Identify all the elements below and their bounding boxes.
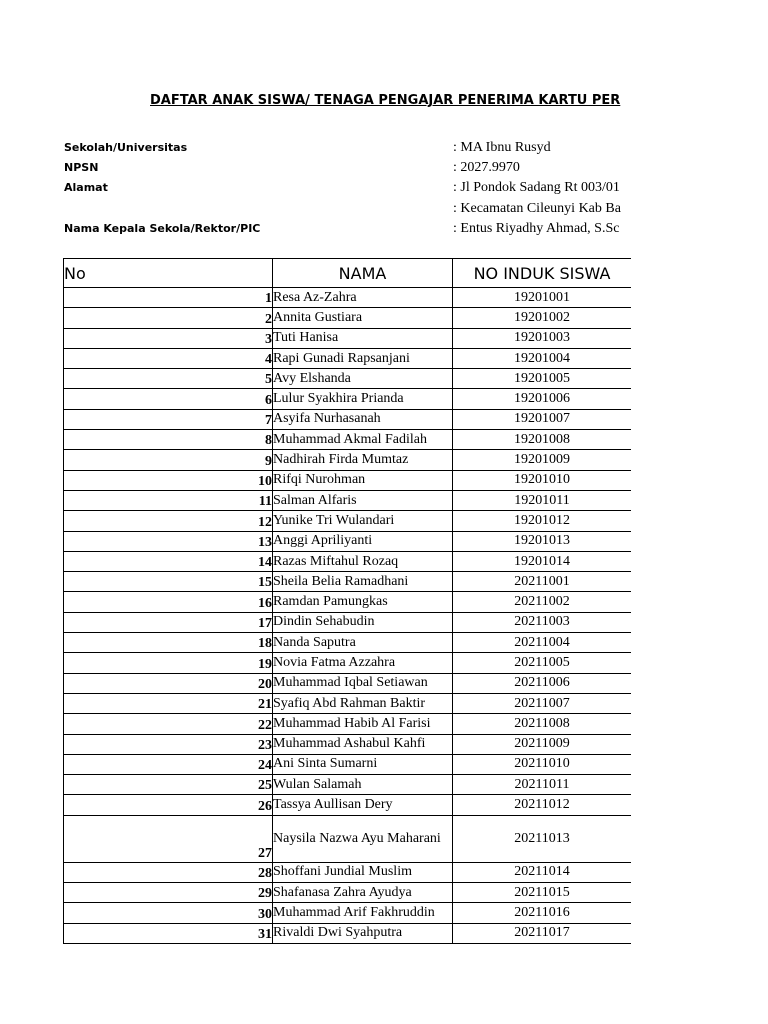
row-number: 14: [64, 551, 273, 571]
table-row: [64, 389, 632, 409]
header-nama: NAMA: [273, 259, 453, 288]
table-row: [64, 633, 632, 653]
student-id: 20211011: [453, 775, 632, 795]
row-number: 9: [64, 450, 273, 470]
table-row: [64, 409, 632, 429]
row-number: 23: [64, 734, 273, 754]
student-name: Tassya Aullisan Dery: [273, 795, 453, 815]
row-number: 11: [64, 490, 273, 510]
student-id: 19201008: [453, 430, 632, 450]
table-row: [64, 883, 632, 903]
student-name: Ramdan Pamungkas: [273, 592, 453, 612]
row-number: 15: [64, 572, 273, 592]
row-number: 17: [64, 612, 273, 632]
table-body: [64, 288, 632, 944]
row-number: 3: [64, 328, 273, 348]
student-name: Wulan Salamah: [273, 775, 453, 795]
student-name: Muhammad Akmal Fadilah: [273, 430, 453, 450]
student-id: 19201002: [453, 308, 632, 328]
row-number: 29: [64, 883, 273, 903]
student-name: Naysila Nazwa Ayu Maharani: [273, 815, 453, 862]
student-name: Anggi Apriliyanti: [273, 531, 453, 551]
row-number: 22: [64, 714, 273, 734]
student-id: 19201006: [453, 389, 632, 409]
student-table: [63, 258, 631, 944]
student-name: Ani Sinta Sumarni: [273, 754, 453, 774]
student-name: Resa Az-Zahra: [273, 288, 453, 308]
student-name: Muhammad Iqbal Setiawan: [273, 673, 453, 693]
row-number: 18: [64, 633, 273, 653]
principal-label: Nama Kepala Sekola/Rektor/PIC: [64, 222, 261, 235]
school-value: : MA Ibnu Rusyd: [453, 140, 551, 155]
student-id: 19201009: [453, 450, 632, 470]
student-id: 20211017: [453, 923, 632, 943]
student-name: Shoffani Jundial Muslim: [273, 862, 453, 882]
student-id: 19201001: [453, 288, 632, 308]
row-number: 13: [64, 531, 273, 551]
student-name: Nadhirah Firda Mumtaz: [273, 450, 453, 470]
row-number: 12: [64, 511, 273, 531]
table-row: [64, 328, 632, 348]
student-name: Asyifa Nurhasanah: [273, 409, 453, 429]
student-name: Tuti Hanisa: [273, 328, 453, 348]
table-row: [64, 923, 632, 943]
student-name: Sheila Belia Ramadhani: [273, 572, 453, 592]
table-row: [64, 815, 632, 862]
row-number: 19: [64, 653, 273, 673]
table-row: [64, 592, 632, 612]
table-header-row: [64, 259, 632, 288]
student-id: 19201010: [453, 470, 632, 490]
row-number: 20: [64, 673, 273, 693]
table-row: [64, 490, 632, 510]
table-row: [64, 693, 632, 713]
student-name: Muhammad Arif Fakhruddin: [273, 903, 453, 923]
student-name: Syafiq Abd Rahman Baktir: [273, 693, 453, 713]
table-row: [64, 308, 632, 328]
row-number: 8: [64, 430, 273, 450]
row-number: 25: [64, 775, 273, 795]
table-row: [64, 369, 632, 389]
table-row: [64, 430, 632, 450]
table-row: [64, 470, 632, 490]
table-row: [64, 754, 632, 774]
row-number: 4: [64, 348, 273, 368]
row-number: 2: [64, 308, 273, 328]
student-id: 20211009: [453, 734, 632, 754]
address-value: : Jl Pondok Sadang Rt 003/01: [453, 180, 620, 195]
table-row: [64, 450, 632, 470]
table-row: [64, 572, 632, 592]
row-number: 28: [64, 862, 273, 882]
header-nis: NO INDUK SISWA: [453, 259, 632, 288]
student-name: Muhammad Ashabul Kahfi: [273, 734, 453, 754]
student-name: Lulur Syakhira Prianda: [273, 389, 453, 409]
student-id: 20211001: [453, 572, 632, 592]
student-name: Rivaldi Dwi Syahputra: [273, 923, 453, 943]
row-number: 5: [64, 369, 273, 389]
student-id: 20211012: [453, 795, 632, 815]
table-row: [64, 612, 632, 632]
student-id: 20211008: [453, 714, 632, 734]
row-number: 7: [64, 409, 273, 429]
student-id: 19201011: [453, 490, 632, 510]
table-row: [64, 348, 632, 368]
row-number: 6: [64, 389, 273, 409]
student-name: Rifqi Nurohman: [273, 470, 453, 490]
row-number: 21: [64, 693, 273, 713]
row-number: 24: [64, 754, 273, 774]
student-id: 19201012: [453, 511, 632, 531]
student-name: Razas Miftahul Rozaq: [273, 551, 453, 571]
student-name: Avy Elshanda: [273, 369, 453, 389]
student-id: 19201003: [453, 328, 632, 348]
table-row: [64, 734, 632, 754]
student-name: Annita Gustiara: [273, 308, 453, 328]
principal-value: : Entus Riyadhy Ahmad, S.Sc: [453, 221, 620, 236]
document-title: DAFTAR ANAK SISWA/ TENAGA PENGAJAR PENERIMA KARTU PER: [150, 93, 621, 108]
table-row: [64, 714, 632, 734]
student-id: 19201014: [453, 551, 632, 571]
student-name: Muhammad Habib Al Farisi: [273, 714, 453, 734]
student-id: 20211014: [453, 862, 632, 882]
student-id: 20211002: [453, 592, 632, 612]
row-number: 27: [64, 815, 273, 862]
student-id: 20211004: [453, 633, 632, 653]
student-id: 19201005: [453, 369, 632, 389]
table-row: [64, 551, 632, 571]
school-label: Sekolah/Universitas: [64, 141, 188, 154]
table-row: [64, 288, 632, 308]
npsn-value: : 2027.9970: [453, 160, 520, 175]
row-number: 26: [64, 795, 273, 815]
student-id: 20211013: [453, 815, 632, 862]
address-label: Alamat: [64, 181, 108, 194]
student-name: Rapi Gunadi Rapsanjani: [273, 348, 453, 368]
address-value-line2: : Kecamatan Cileunyi Kab Ba: [453, 201, 621, 216]
student-id: 19201004: [453, 348, 632, 368]
row-number: 1: [64, 288, 273, 308]
npsn-label: NPSN: [64, 161, 99, 174]
student-name: Shafanasa Zahra Ayudya: [273, 883, 453, 903]
table-row: [64, 531, 632, 551]
student-id: 20211006: [453, 673, 632, 693]
student-name: Yunike Tri Wulandari: [273, 511, 453, 531]
row-number: 10: [64, 470, 273, 490]
student-id: 20211007: [453, 693, 632, 713]
header-no: No: [64, 259, 273, 288]
student-id: 20211005: [453, 653, 632, 673]
table-row: [64, 862, 632, 882]
table-row: [64, 653, 632, 673]
table-row: [64, 673, 632, 693]
student-name: Nanda Saputra: [273, 633, 453, 653]
student-id: 20211010: [453, 754, 632, 774]
student-id: 19201013: [453, 531, 632, 551]
table-row: [64, 903, 632, 923]
student-name: Novia Fatma Azzahra: [273, 653, 453, 673]
row-number: 30: [64, 903, 273, 923]
table-row: [64, 511, 632, 531]
student-id: 20211016: [453, 903, 632, 923]
row-number: 16: [64, 592, 273, 612]
table-row: [64, 775, 632, 795]
table-row: [64, 795, 632, 815]
student-id: 20211015: [453, 883, 632, 903]
student-id: 19201007: [453, 409, 632, 429]
student-name: Salman Alfaris: [273, 490, 453, 510]
student-id: 20211003: [453, 612, 632, 632]
student-name: Dindin Sehabudin: [273, 612, 453, 632]
row-number: 31: [64, 923, 273, 943]
